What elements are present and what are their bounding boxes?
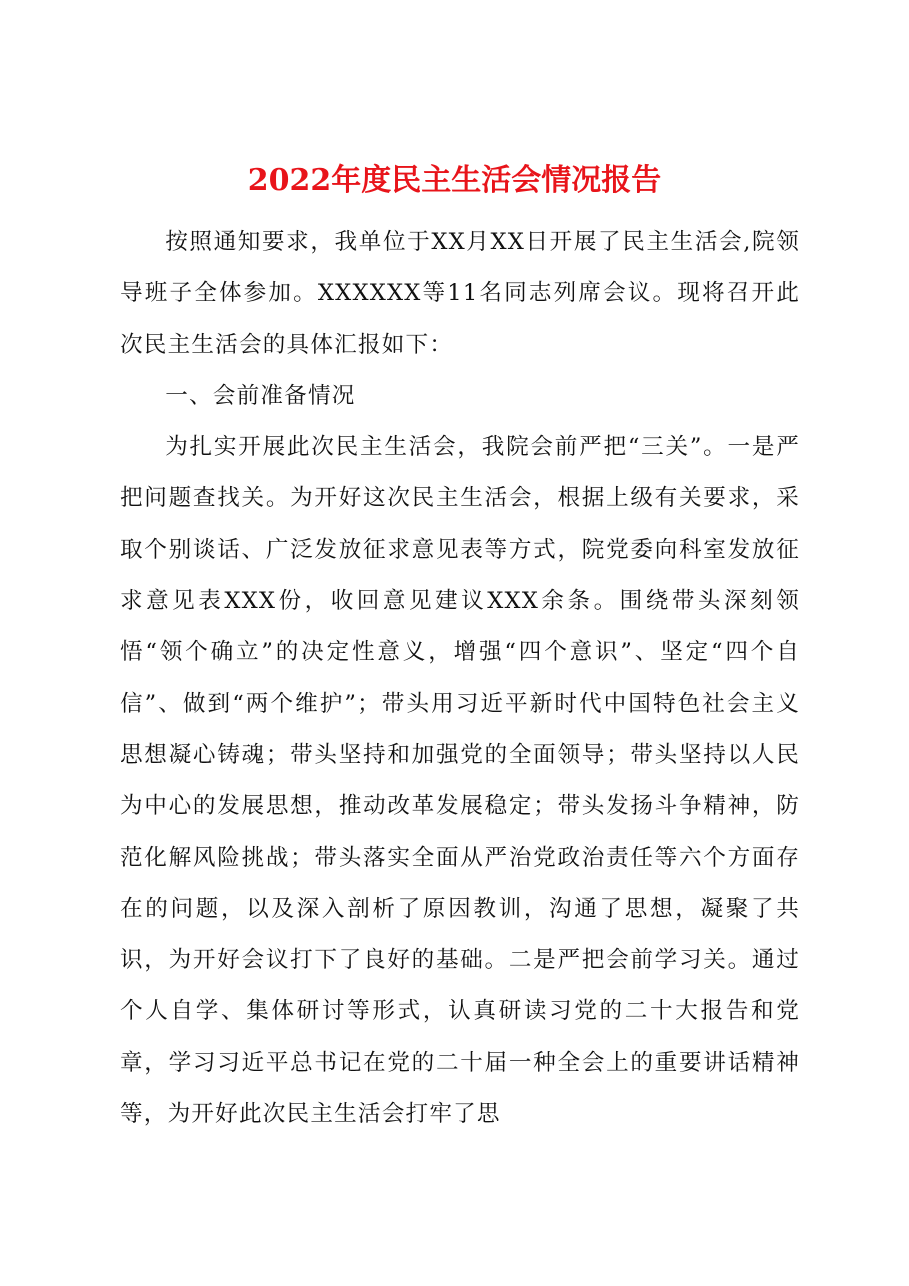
paragraph-preparation: 为扎实开展此次民主生活会，我院会前严把“三关”。一是严把问题查找关。为开好这次民主生活会，根据上级有关要求，采取个别谈话、广泛发放征求意见表等方式，院党委向科室发放征求意见表XXX份，收回意见建议XXX余条。围绕带头深刻领悟“领个确立”的决定性意义，增强“四个意识”、坚定“四个自信”、做到“两个维护”；带头用习近平新时代中国特色社会主义思想凝心铸魂；带头坚持和加强党的全面领导；带头坚持以人民为中心的发展思想，推动改革发展稳定；带头发扬斗争精神，防范化解风险挑战；带头落实全面从严治党政治责任等六个方面存在的问题，以及深入剖析了原因教训，沟通了思想，凝聚了共识，为开好会议打下了良好的基础。二是严把会前学习关。通过个人自学、集体研讨等形式，认真研读习党的二十大报告和党章，学习习近平总书记在党的二十届一种全会上的重要讲话精神等，为开好此次民主生活会打牢了思 — [120, 434, 800, 1128]
document-body — [120, 217, 800, 1140]
paragraph-intro: 按照通知要求，我单位于XX月XX日开展了民主生活会,院领导班子全体参加。XXXXXX等11名同志列席会议。现将召开此次民主生活会的具体汇报如下： — [120, 229, 800, 358]
document-title: 2022年度民主生活会情况报告 — [247, 163, 662, 198]
section-heading-preparation: 一、会前准备情况 — [165, 382, 356, 409]
